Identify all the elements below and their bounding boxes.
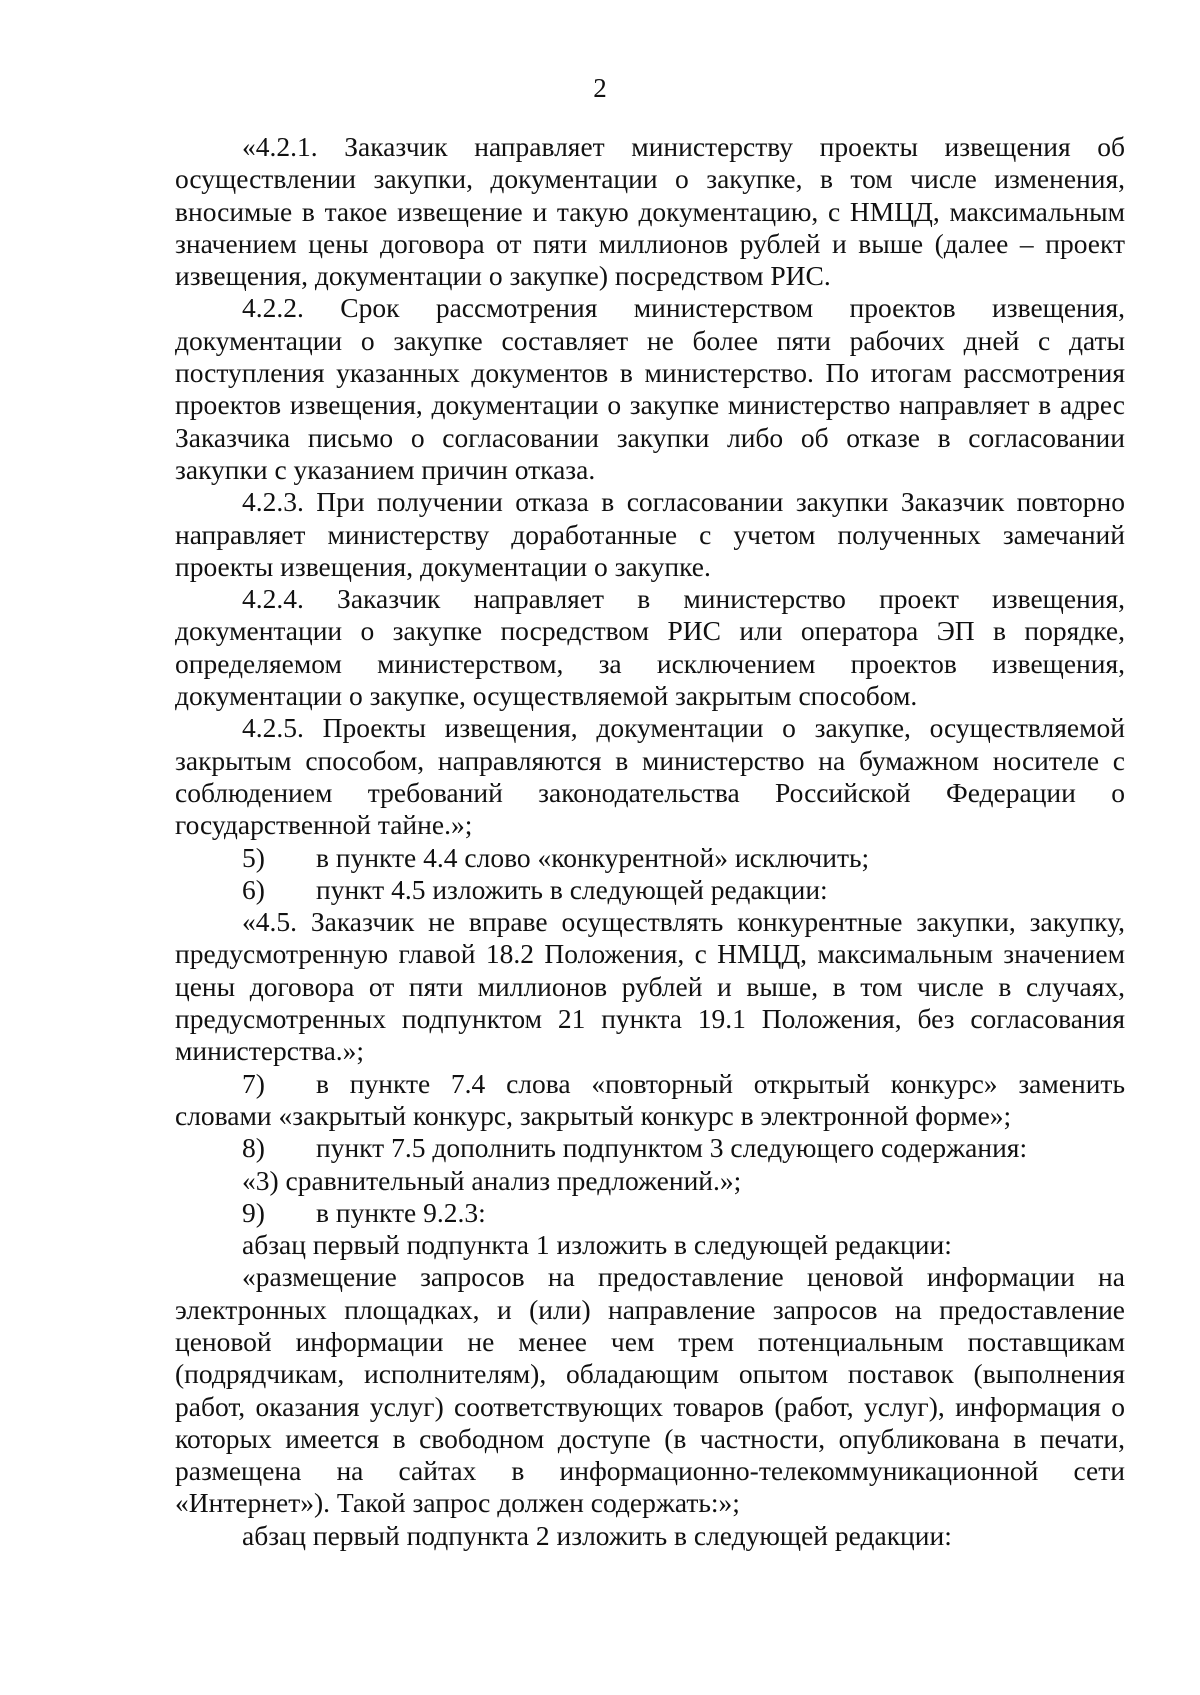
list-text: в пункте 9.2.3: — [316, 1196, 486, 1228]
paragraph-4-2-3: 4.2.3. При получении отказа в согласовании закупки Заказчик повторно направляет министерству доработанные с учетом полученных замечаний проекты извещения, документации о закупке. — [175, 486, 1125, 582]
paragraph-4-2-1: «4.2.1. Заказчик направляет министерству проекты извещения об осуществлении закупки, документации о закупке, в том числе изменения, вносимые в такое извещение и такую документацию, с НМЦД, максимальным значением цены договора от пяти миллионов рублей и выше (далее – проект извещения, документации о закупке) посредством РИС. — [175, 131, 1125, 292]
list-text: пункт 4.5 изложить в следующей редакции: — [316, 873, 828, 905]
paragraph-abzac-2: абзац первый подпункта 2 изложить в следующей редакции: — [242, 1519, 952, 1551]
paragraph-4-2-5: 4.2.5. Проекты извещения, документации о закупке, осуществляемой закрытым способом, направляются в министерство на бумажном носителе с соблюдением требований законодательства Российской Федерации о государственной тайне.»; — [175, 712, 1125, 841]
document-body — [175, 131, 1125, 1552]
paragraph-4-2-4: 4.2.4. Заказчик направляет в министерство проект извещения, документации о закупке посредством РИС или оператора ЭП в порядке, определяемом министерством, за исключением проектов извещения, документации о закупке, осуществляемой закрытым способом. — [175, 583, 1125, 712]
list-item-8 — [175, 1132, 1125, 1164]
list-item-9 — [175, 1197, 1125, 1229]
list-text: пункт 7.5 дополнить подпунктом 3 следующего содержания: — [316, 1132, 1028, 1164]
list-number: 9) — [242, 1196, 265, 1228]
paragraph-abzac-1: абзац первый подпункта 1 изложить в следующей редакции: — [242, 1229, 952, 1261]
list-item-6 — [175, 874, 1125, 906]
list-number: 7) — [242, 1067, 265, 1099]
list-number: 5) — [242, 841, 265, 873]
paragraph-razmeshchenie: «размещение запросов на предоставление ценовой информации на электронных площадках, и (или) направление запросов на предоставление ценовой информации не менее чем трем потенциальным поставщикам (подрядчикам, исполнителям), обладающим опытом поставок (выполнения работ, оказания услуг) соответствующих товаров (работ, услуг), информация о которых имеется в свободном доступе (в частности, опубликована в печати, размещена на сайтах в информационно-телекоммуникационной сети «Интернет»). Такой запрос должен содержать:»; — [175, 1261, 1125, 1519]
paragraph-4-2-2: 4.2.2. Срок рассмотрения министерством проектов извещения, документации о закупке составляет не более пяти рабочих дней с даты поступления указанных документов в министерство. По итогам рассмотрения проектов извещения, документации о закупке министерство направляет в адрес Заказчика письмо о согласовании закупки либо об отказе в согласовании закупки с указанием причин отказа. — [175, 292, 1125, 485]
paragraph-subitem-3: «3) сравнительный анализ предложений.»; — [242, 1164, 742, 1196]
paragraph-4-5: «4.5. Заказчик не вправе осуществлять конкурентные закупки, закупку, предусмотренную главой 18.2 Положения, с НМЦД, максимальным значением цены договора от пяти миллионов рублей и выше, в том числе в случаях, предусмотренных подпунктом 21 пункта 19.1 Положения, без согласования министерства.»; — [175, 906, 1125, 1067]
list-text: в пункте 7.4 слова «повторный открытый конкурс» заменить словами «закрытый конкурс, закрытый конкурс в электронной форме»; — [175, 1067, 1125, 1131]
list-text: в пункте 4.4 слово «конкурентной» исключить; — [316, 841, 870, 873]
list-number: 6) — [242, 873, 265, 905]
list-item-5 — [175, 842, 1125, 874]
list-item-7 — [175, 1068, 1125, 1133]
page-number: 2 — [593, 73, 607, 103]
list-number: 8) — [242, 1132, 265, 1164]
